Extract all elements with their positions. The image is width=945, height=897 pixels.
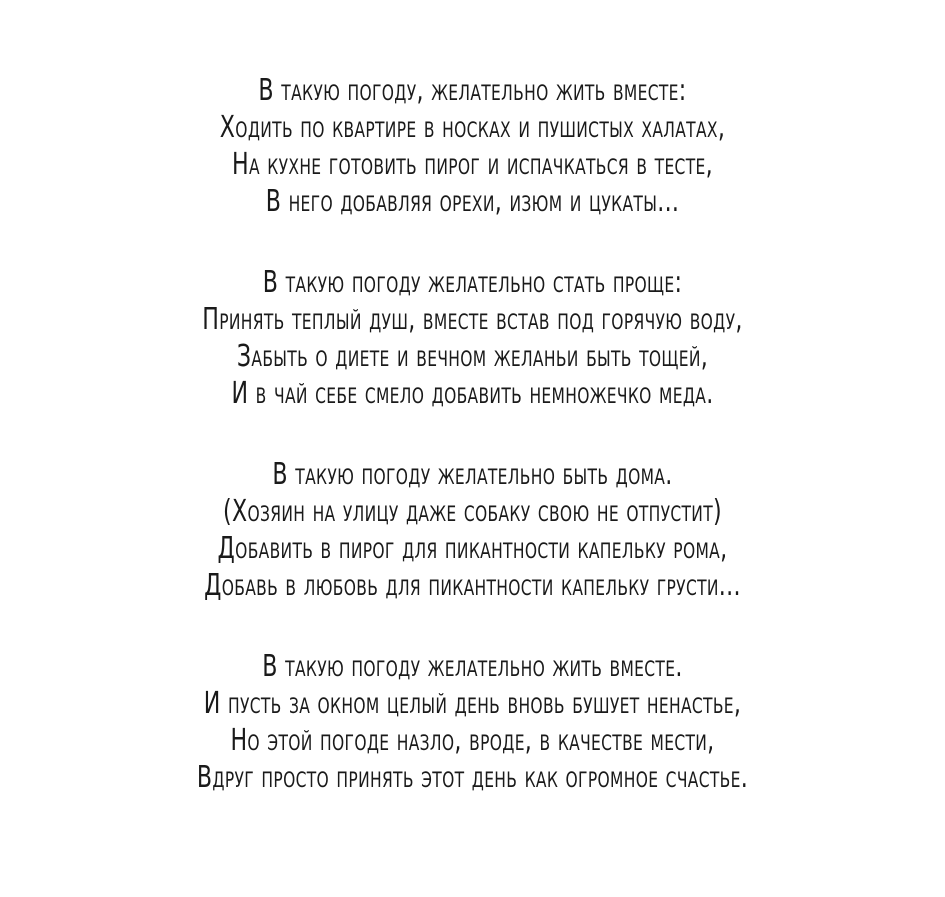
poem-line: В него добавляя орехи, изюм и цукаты...	[265, 184, 680, 219]
poem-line: В такую погоду желательно жить вместе.	[262, 649, 683, 684]
poem-line: Принять теплый душ, вместе встав под горячую воду,	[202, 302, 743, 337]
poem-line: И в чай себе смело добавить немножечко меда.	[231, 376, 714, 411]
poem-line: Вдруг просто принять этот день как огромное счастье.	[196, 760, 749, 795]
stanza-4	[0, 648, 945, 796]
poem-line: И пусть за окном целый день вновь бушует ненастье,	[203, 686, 742, 721]
poem-line: Добавь в любовь для пикантности капельку грусти...	[204, 568, 741, 603]
poem-line: В такую погоду желательно быть дома.	[272, 457, 673, 492]
poem-text	[0, 72, 945, 796]
poem-line: На кухне готовить пирог и испачкаться в тесте,	[232, 147, 713, 182]
poem-line: В такую погоду желательно стать проще:	[262, 265, 683, 300]
poem-line: Добавить в пирог для пикантности капельку рома,	[217, 531, 728, 566]
poem-line: В такую погоду, желательно жить вместе:	[258, 73, 687, 108]
stanza-1	[0, 72, 945, 220]
poem-line: Забыть о диете и вечном желаньи быть тощей,	[236, 339, 709, 374]
poem-line: Ходить по квартире в носках и пушистых халатах,	[219, 110, 726, 145]
stanza-3	[0, 456, 945, 604]
stanza-2	[0, 264, 945, 412]
poem-line: Но этой погоде назло, вроде, в качестве мести,	[230, 723, 715, 758]
poem-line: (Хозяин на улицу даже собаку свою не отпустит)	[223, 494, 722, 529]
